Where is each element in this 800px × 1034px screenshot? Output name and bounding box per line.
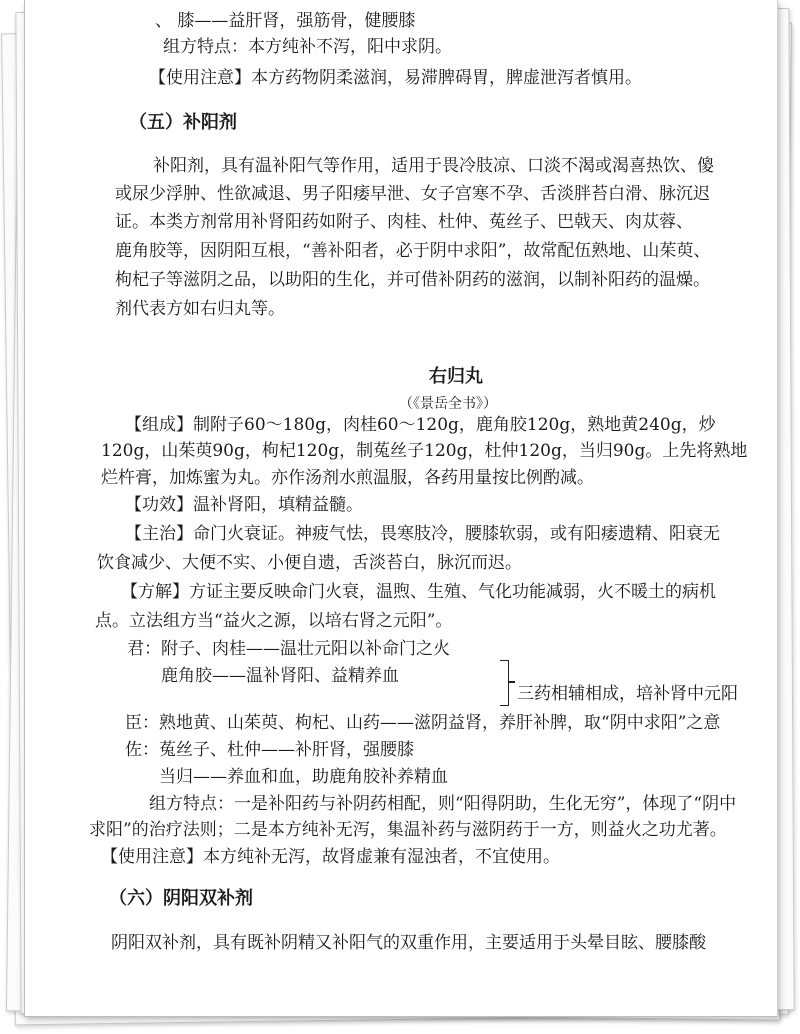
text-line: 鹿角胶——温补肾阳、益精养血 xyxy=(161,666,399,686)
text-line: 臣：熟地黄、山茱萸、枸杞、山药——滋阴益肾，养肝补脾，取“阴中求阳”之意 xyxy=(125,713,721,733)
text-line: 君：附子、肉桂——温壮元阳以补命门之火 xyxy=(127,639,450,659)
text-line: 证。本类方剂常用补肾阳药如附子、肉桂、杜仲、菟丝子、巴戟天、肉苁蓉、 xyxy=(115,212,693,232)
text-line: 枸杞子等滋阴之品，以助阳的生化，并可借补阴药的滋润，以制补阳药的温燥。 xyxy=(115,270,710,290)
text-line: 剂代表方如右归丸等。 xyxy=(115,299,285,319)
text-line: 烂杵膏，加炼蜜为丸。亦作汤剂水煎温服，各药用量按比例酌减。 xyxy=(101,468,594,488)
text-line: 鹿角胶等，因阴阳互根，“善补阳者，必于阴中求阳”，故常配伍熟地、山茱萸、 xyxy=(115,241,711,261)
text-line: 当归——养血和血，助鹿角胶补养精血 xyxy=(159,767,448,787)
grouping-bracket xyxy=(500,660,509,706)
text-line: 求阳”的治疗法则；二是本方纯补无泻，集温补药与滋阴药于一方，则益火之功尤著。 xyxy=(89,820,727,840)
text-line: 【主治】命门火衰证。神疲气怯，畏寒肢冷，腰膝软弱，或有阳痿遗精、阳衰无 xyxy=(125,524,720,544)
text-line: 饮食减少、大便不实、小便自遗，舌淡苔白，脉沉而迟。 xyxy=(97,553,522,573)
section-heading: （六）阴阳双补剂 xyxy=(109,888,253,909)
text-line: 点。立法组方当“益火之源，以培右肾之元阳”。 xyxy=(95,611,453,631)
text-line: 【组成】制附子60～180g，肉桂60～120g，鹿角胶120g，熟地黄240g，炒 xyxy=(125,415,716,435)
text-line: 补阳剂，具有温补阳气等作用，适用于畏冷肢凉、口淡不渴或渴喜热饮、傻 xyxy=(153,156,714,176)
text-line: 佐：菟丝子、杜仲——补肝肾，强腰膝 xyxy=(125,740,414,760)
formula-title: 右归丸 xyxy=(429,366,483,387)
text-line: 、 膝——益肝肾，强筋骨，健腰膝 xyxy=(155,11,416,31)
text-line: 【功效】温补肾阳，填精益髓。 xyxy=(125,495,363,515)
section-heading: （五）补阳剂 xyxy=(129,112,237,133)
text-line: 或尿少浮肿、性欲减退、男子阳痿早泄、女子宫寒不孕、舌淡胖苔白滑、脉沉迟 xyxy=(115,184,710,204)
book-page xyxy=(24,0,778,1017)
text-line: 【使用注意】本方纯补无泻，故肾虚兼有湿浊者，不宜使用。 xyxy=(101,847,560,867)
text-line: 阴阳双补剂，具有既补阴精又补阳气的双重作用，主要适用于头晕目眩、腰膝酸 xyxy=(111,933,706,953)
text-line: 组方特点：一是补阳药与补阴药相配，则“阳得阴助，生化无穷”，体现了“阴中 xyxy=(149,794,737,814)
text-line: 组方特点：本方纯补不泻，阳中求阴。 xyxy=(163,37,452,57)
bracket-note: 三药相辅相成，培补肾中元阳 xyxy=(517,684,738,704)
formula-source: （《景岳全书》） xyxy=(399,396,497,412)
text-line: 【使用注意】本方药物阴柔滋润，易滞脾碍胃，脾虚泄泻者慎用。 xyxy=(149,68,642,88)
text-line: 120g，山茱萸90g，枸杞120g，制菟丝子120g，杜仲120g，当归90g。上先将熟地 xyxy=(101,441,748,461)
text-line: 【方解】方证主要反映命门火衰，温煦、生殖、气化功能减弱，火不暖土的病机 xyxy=(121,582,716,602)
